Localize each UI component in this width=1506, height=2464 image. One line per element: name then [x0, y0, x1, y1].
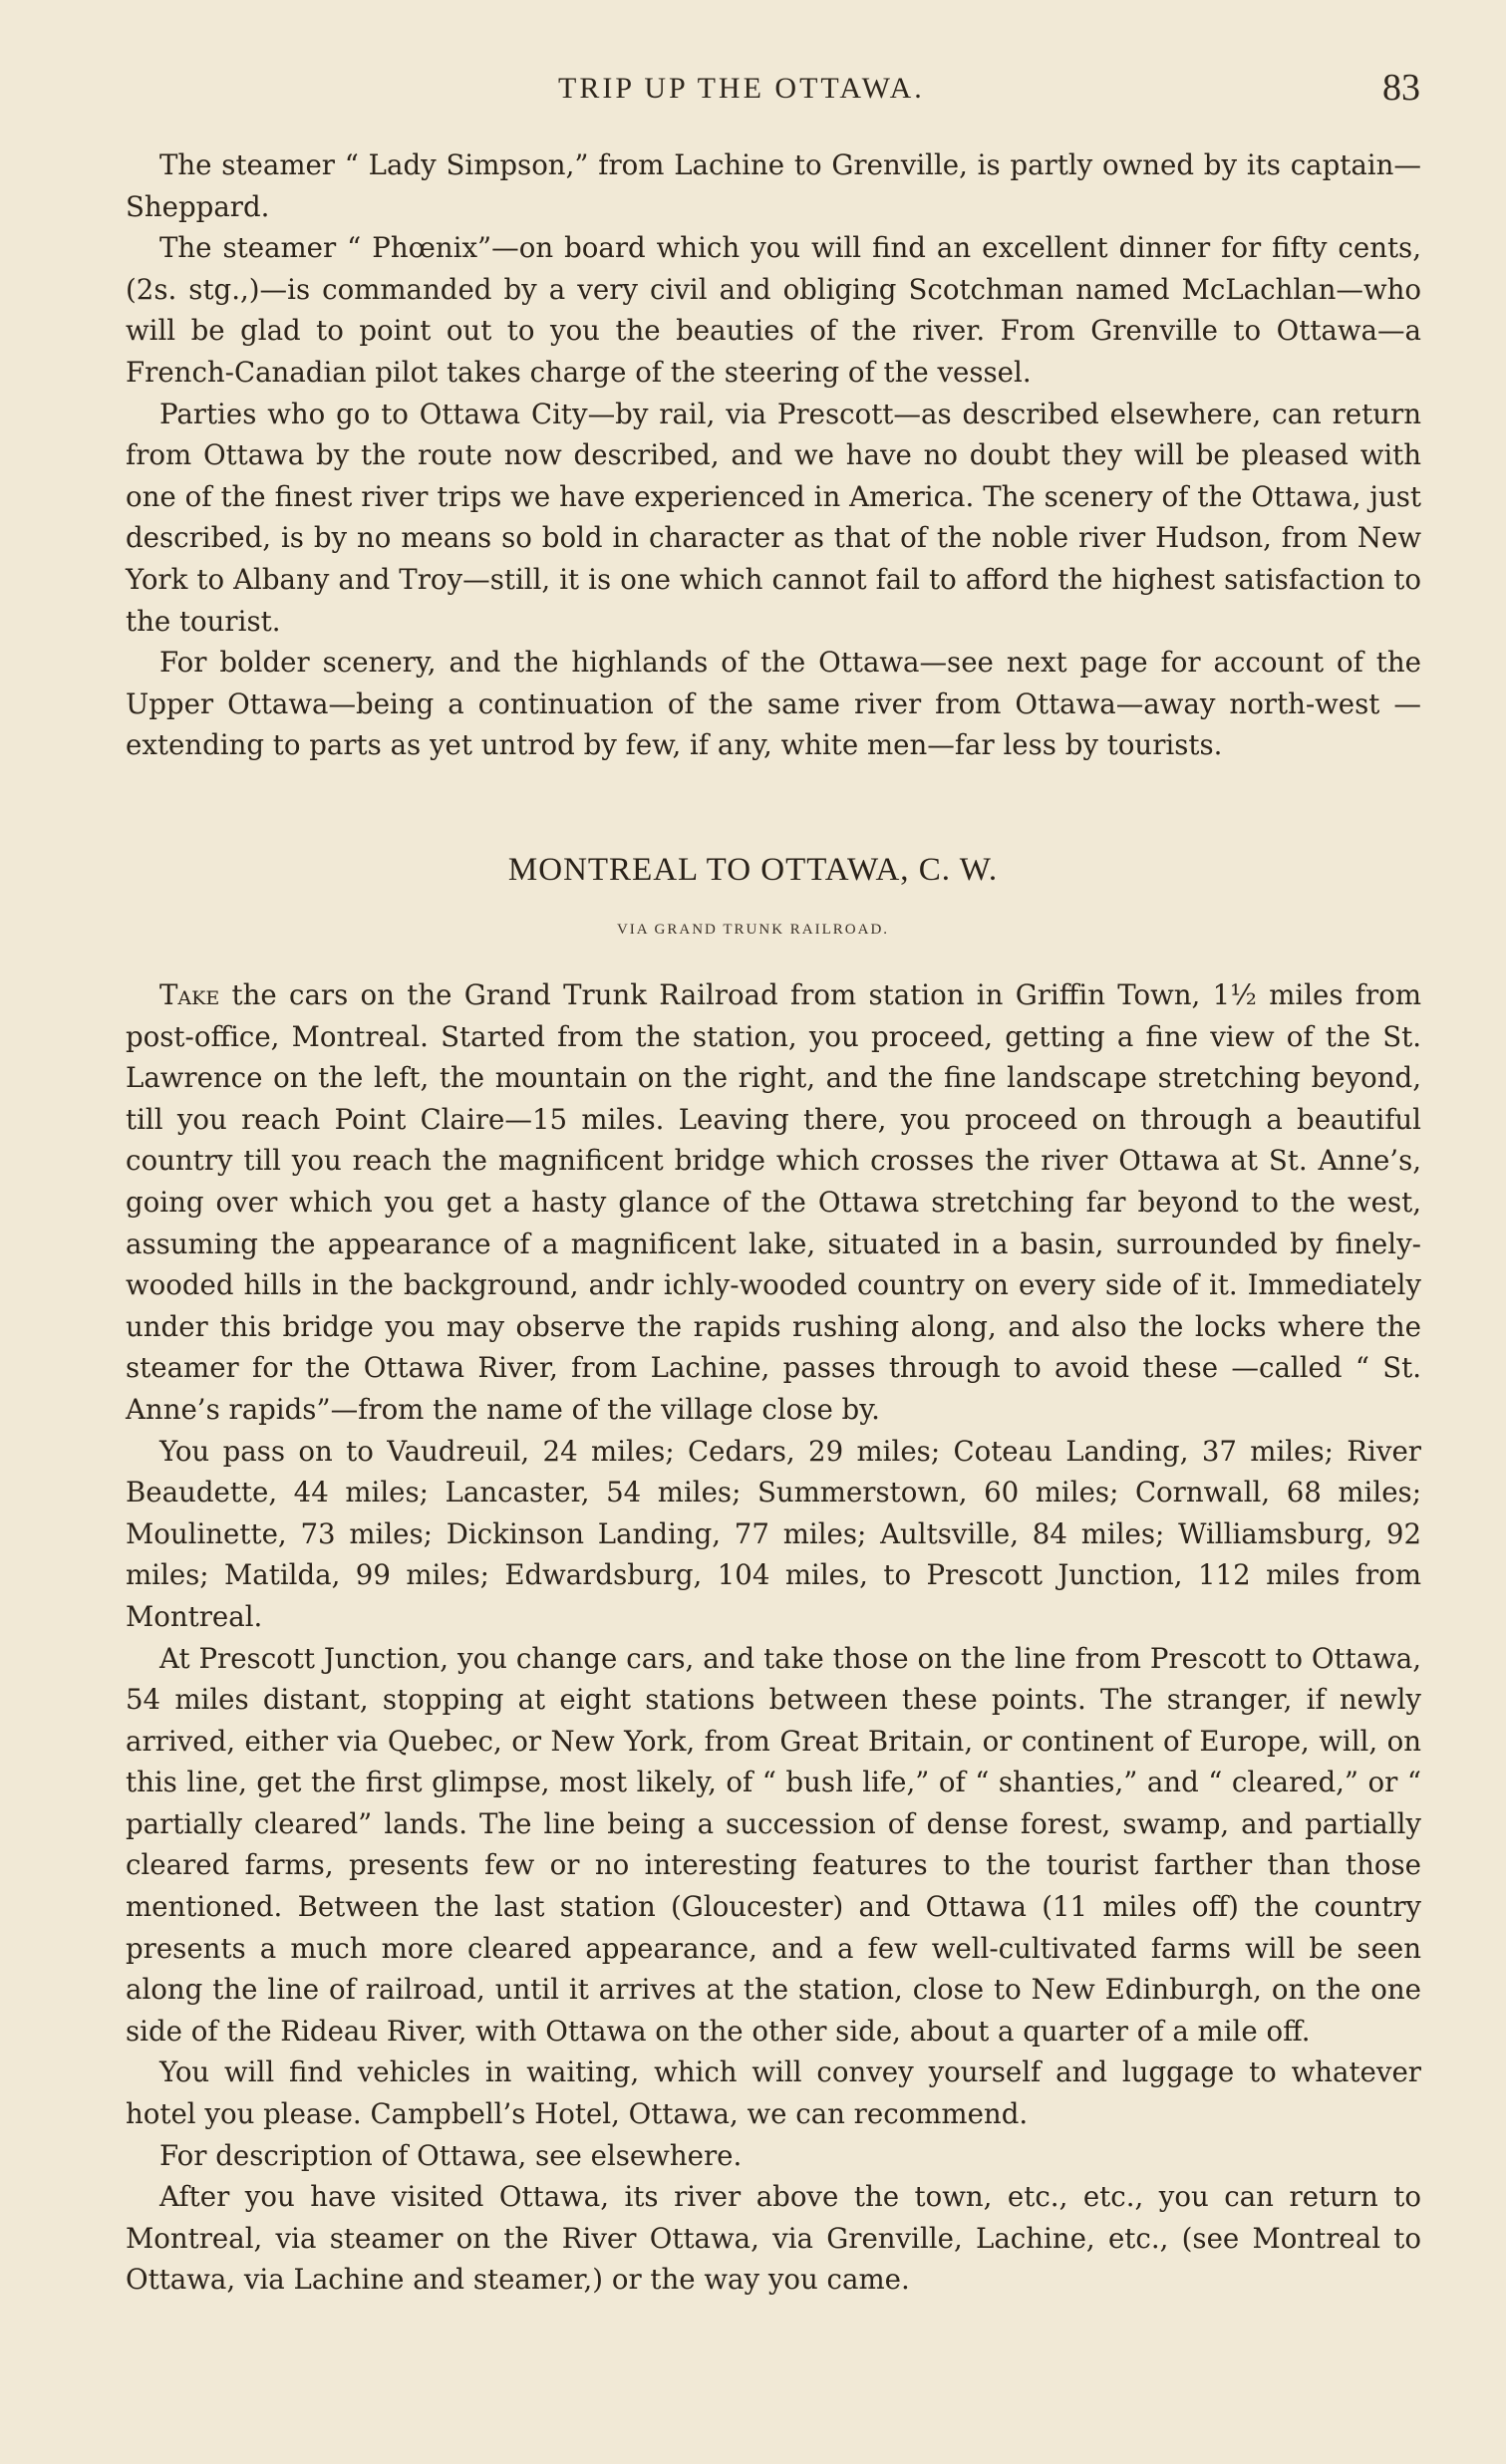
paragraph: For description of Ottawa, see elsewhere. — [159, 2138, 743, 2172]
paragraph: You will find vehicles in waiting, which will convey yourself and luggage to whatever hotel you please. Campbell’s Hotel, Ottawa, we can recommend. — [126, 2055, 1421, 2131]
section-one-text — [126, 144, 1421, 766]
paragraph: The steamer “ Lady Simpson,” from Lachine to Grenville, is partly owned by its captain— Sheppard. — [126, 148, 1421, 223]
paragraph: At Prescott Junction, you change cars, and take those on the line from Prescott to Ottawa, 54 miles distant, stopping at eight stations between these points. The stranger, if newly arrived, either via Quebec, or New York, from Great Britain, or continent of Europe, will, on this line, get the first glimpse, most likely, of “ bush life,” of “ shanties,” and “ cleared,” or “ partially cleared” lands. The line being a succession of dense forest, swamp, and partially cleared farms, presents few or no interesting features to the tourist farther than those mentioned. Between the last station (Gloucester) and Ottawa (11 miles off) the country presents a much more cleared appearance, and a few well-cultivated farms will be seen along the line of railroad, until it arrives at the station, close to New Edinburgh, on the one side of the Rideau River, with Ottawa on the other side, about a quarter of a mile off. — [126, 1641, 1421, 2048]
paragraph-text: the cars on the Grand Trunk Railroad from station in Griffin Town, 1½ miles from post-office, Montreal. Started from the station, you proceed, getting a fine view of the St. Lawrence on the left, the mountain on the right, and the fine landscape stretching beyond, till you reach Point Claire—15 miles. Leaving there, you proceed on through a beautiful country till you reach the magnificent bridge which crosses the river Ottawa at St. Anne’s, going over which you get a hasty glance of the Ottawa stretching far beyond to the west, assuming the appearance of a magnificent lake, situated in a basin, surrounded by finely-wooded hills in the background, andr ichly-wooded country on every side of it. Immediately under this bridge you may observe the rapids rushing along, and also the locks where the steamer for the Ottawa River, from Lachine, passes through to avoid these —called “ St. Anne’s rapids”—from the name of the village close by. — [126, 978, 1421, 1426]
paragraph: For bolder scenery, and the highlands of the Ottawa—see next page for account of the Upper Ottawa—being a continuation of the same river from Ottawa—away north-west —extending to parts as yet untrod by few, if any, white men—far less by tourists. — [126, 646, 1421, 762]
paragraph — [126, 974, 1421, 1431]
paragraph: After you have visited Ottawa, its river above the town, etc., etc., you can return to Montreal, via steamer on the River Ottawa, via Grenville, Lachine, etc., (see Montreal to Ottawa, via Lachine and steamer,) or the way you came. — [126, 2180, 1421, 2297]
section-heading: MONTREAL TO OTTAWA, C. W. — [507, 852, 999, 888]
page-number: 83 — [1382, 67, 1420, 109]
section-subheading: VIA GRAND TRUNK RAILROAD. — [616, 922, 890, 938]
running-title: TRIP UP THE OTTAWA. — [558, 72, 925, 105]
lead-word: Take — [159, 978, 220, 1011]
paragraph: You pass on to Vaudreuil, 24 miles; Cedars, 29 miles; Coteau Landing, 37 miles; River Beaudette, 44 miles; Lancaster, 54 miles; Summerstown, 60 miles; Cornwall, 68 miles; Moulinette, 73 miles; Dickinson Landing, 77 miles; Aultsville, 84 miles; Williamsburg, 92 miles; Matilda, 99 miles; Edwardsburg, 104 miles, to Prescott Junction, 112 miles from Montreal. — [126, 1434, 1421, 1633]
paragraph: The steamer “ Phœnix”—on board which you will find an excellent dinner for fifty cents, (2s. stg.,)—is commanded by a very civil and obliging Scotchman named McLachlan—who will be glad to point out to you the beauties of the river. From Grenville to Ottawa—a French-Canadian pilot takes charge of the steering of the vessel. — [126, 231, 1421, 389]
section-two-text — [126, 974, 1421, 2301]
paragraph: Parties who go to Ottawa City—by rail, via Prescott—as described elsewhere, can return from Ottawa by the route now described, and we have no doubt they will be pleased with one of the finest river trips we have experienced in America. The scenery of the Ottawa, just described, is by no means so bold in character as that of the noble river Hudson, from New York to Albany and Troy—still, it is one which cannot fail to afford the highest satisfaction to the tourist. — [126, 397, 1421, 638]
